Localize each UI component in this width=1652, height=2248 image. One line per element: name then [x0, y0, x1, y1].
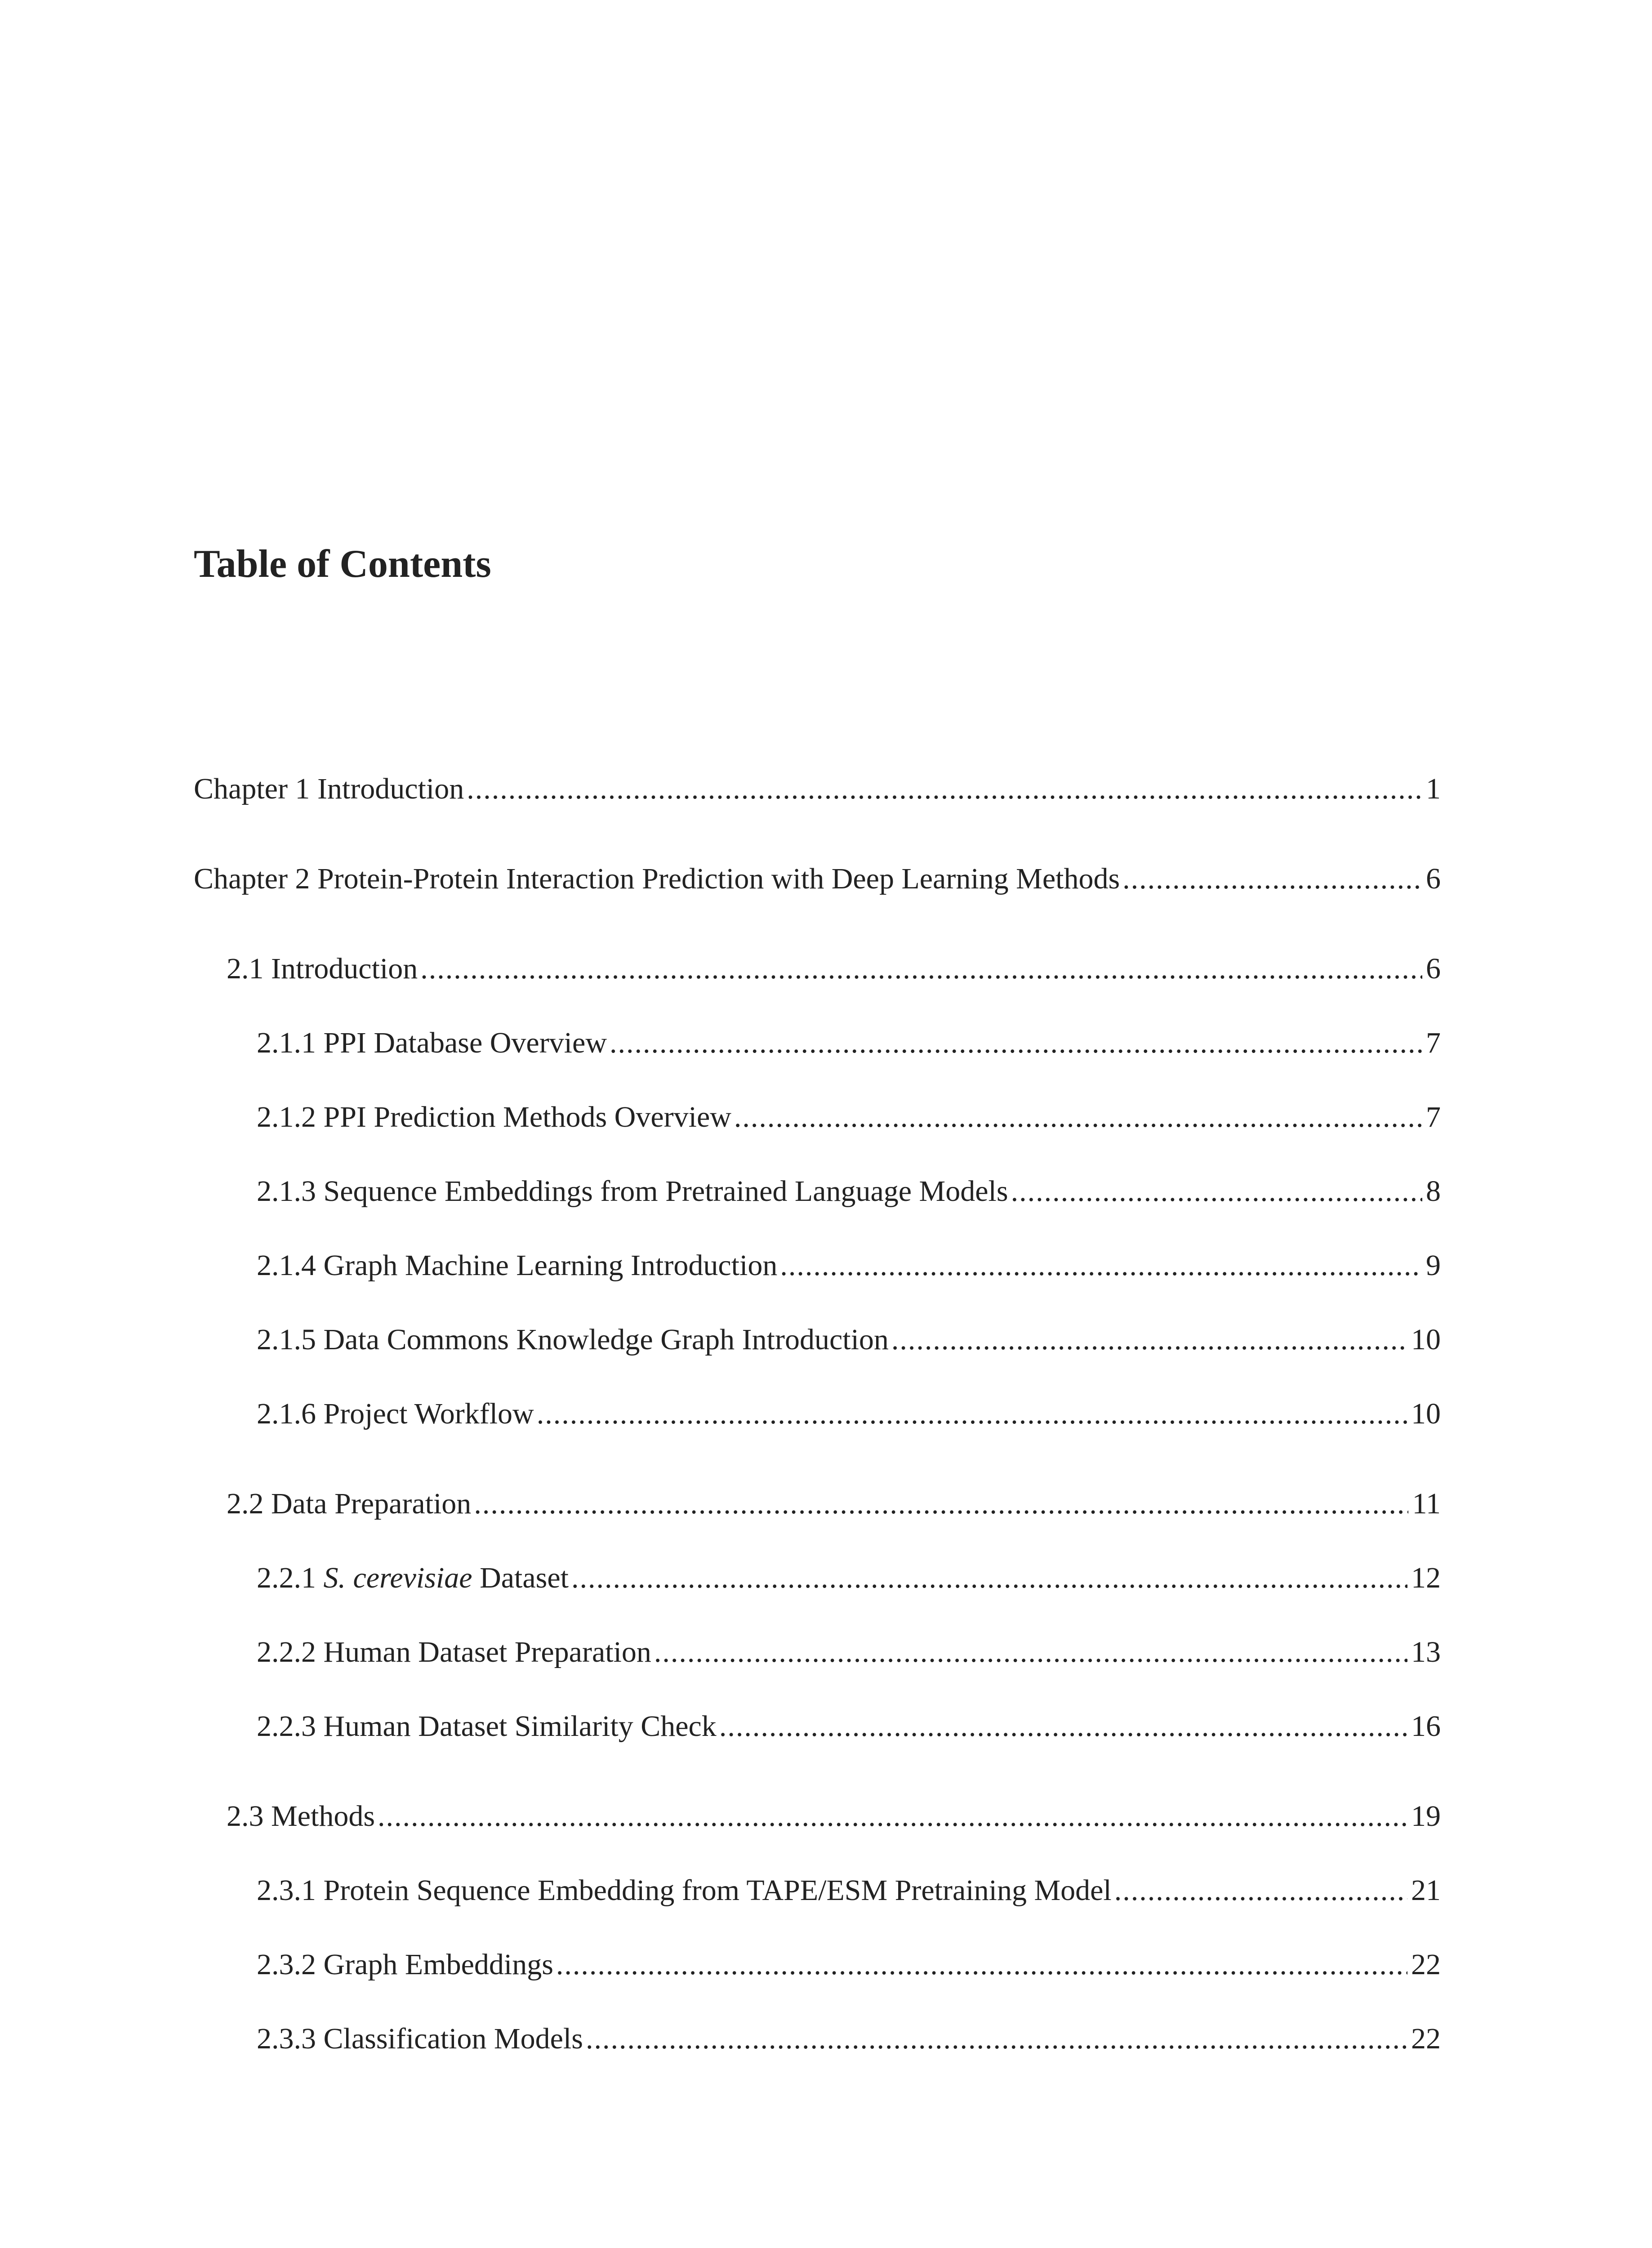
toc-entry-2-1-2[interactable] — [257, 1095, 1441, 1140]
toc-entry-page: 9 — [1426, 1249, 1441, 1282]
toc-entry-page: 22 — [1411, 2022, 1441, 2055]
toc-entry-page: 8 — [1426, 1175, 1441, 1208]
dot-leader — [734, 1095, 1422, 1140]
toc-entry-page: 11 — [1412, 1487, 1441, 1520]
toc-entry-number: 2.1.3 — [257, 1175, 316, 1208]
toc-entry-number: Chapter 1 — [194, 772, 310, 805]
toc-entry-number: Chapter 2 — [194, 862, 310, 895]
toc-entry-2-1-6[interactable] — [257, 1392, 1441, 1436]
toc-entry-page: 10 — [1411, 1323, 1441, 1356]
toc-entry-title: Graph Embeddings — [323, 1948, 553, 1981]
toc-entry-2-3-2[interactable] — [257, 1942, 1441, 1987]
toc-entry-2-2[interactable] — [227, 1481, 1441, 1526]
dot-leader — [654, 1630, 1407, 1675]
dot-leader — [780, 1243, 1422, 1288]
toc-entry-label — [257, 1021, 607, 1066]
dot-leader — [719, 1704, 1407, 1749]
toc-entry-2-3[interactable] — [227, 1794, 1441, 1839]
toc-entry-2-1-3[interactable] — [257, 1169, 1441, 1214]
toc-entry-label — [257, 1392, 534, 1436]
toc-entry-title: Project Workflow — [323, 1397, 534, 1430]
toc-entry-number: 2.1.1 — [257, 1026, 316, 1059]
toc-entry-page: 7 — [1426, 1026, 1441, 1059]
toc-entry-page: 12 — [1411, 1561, 1441, 1594]
dot-leader — [1122, 856, 1422, 901]
page-title: Table of Contents — [194, 542, 491, 586]
toc-entry-number: 2.3.2 — [257, 1948, 316, 1981]
toc-entry-label — [227, 946, 418, 991]
toc-entry-title: Protein-Protein Interaction Prediction with Deep Learning Methods — [317, 862, 1120, 895]
toc-entry-2-1[interactable] — [227, 946, 1441, 991]
toc-entry-title: Methods — [271, 1800, 375, 1833]
toc-entry-title: PPI Prediction Methods Overview — [323, 1101, 731, 1133]
toc-entry-label — [257, 1942, 553, 1987]
toc-entry-title-italic: S. cerevisiae — [323, 1561, 472, 1594]
toc-entry-number: 2.3.1 — [257, 1874, 316, 1907]
toc-entry-label — [227, 1794, 375, 1839]
toc-entry-title: Dataset — [480, 1561, 569, 1594]
toc-entry-label — [257, 1868, 1112, 1913]
toc-entry-2-2-1[interactable] — [257, 1556, 1441, 1601]
toc-entry-title: Data Commons Knowledge Graph Introduction — [323, 1323, 889, 1356]
dot-leader — [474, 1481, 1408, 1526]
toc-entry-number: 2.1.6 — [257, 1397, 316, 1430]
toc-entry-page: 21 — [1411, 1874, 1441, 1907]
toc-entry-number: 2.1.2 — [257, 1101, 316, 1133]
dot-leader — [467, 767, 1422, 812]
toc-entry-number: 2.1 — [227, 952, 264, 985]
toc-entry-chapter-1[interactable] — [194, 767, 1441, 812]
toc-entry-title: PPI Database Overview — [323, 1026, 607, 1059]
toc-entry-title: Introduction — [271, 952, 418, 985]
toc-entry-label — [257, 1095, 731, 1140]
toc-entry-page: 22 — [1411, 1948, 1441, 1981]
dot-leader — [891, 1317, 1407, 1362]
toc-entry-2-1-4[interactable] — [257, 1243, 1441, 1288]
toc-entry-page: 19 — [1411, 1800, 1441, 1833]
toc-entry-page: 1 — [1426, 772, 1441, 805]
dot-leader — [1011, 1169, 1422, 1214]
toc-entry-label — [257, 1556, 569, 1601]
toc-entry-title: Protein Sequence Embedding from TAPE/ESM Pretraining Model — [323, 1874, 1112, 1907]
toc-entry-label — [257, 2016, 583, 2061]
toc-entry-title: Sequence Embeddings from Pretrained Language Models — [323, 1175, 1008, 1208]
dot-leader — [556, 1942, 1407, 1987]
toc-entry-page: 6 — [1426, 952, 1441, 985]
toc-entry-page: 7 — [1426, 1101, 1441, 1133]
toc-entry-title: Human Dataset Similarity Check — [323, 1710, 717, 1743]
toc-entry-label — [194, 767, 464, 812]
toc-entry-page: 10 — [1411, 1397, 1441, 1430]
dot-leader — [586, 2016, 1407, 2061]
dot-leader — [537, 1392, 1407, 1436]
toc-entry-title: Classification Models — [323, 2022, 583, 2055]
dot-leader — [1114, 1868, 1407, 1913]
toc-entry-number: 2.1.5 — [257, 1323, 316, 1356]
toc-entry-2-1-5[interactable] — [257, 1317, 1441, 1362]
toc-entry-number: 2.2.3 — [257, 1710, 316, 1743]
toc-entry-label — [227, 1481, 471, 1526]
toc-entry-number: 2.3.3 — [257, 2022, 316, 2055]
dot-leader — [378, 1794, 1407, 1839]
toc-entry-title: Human Dataset Preparation — [323, 1636, 651, 1668]
toc-entry-2-2-2[interactable] — [257, 1630, 1441, 1675]
toc-entry-number: 2.3 — [227, 1800, 264, 1833]
toc-entry-page: 6 — [1426, 862, 1441, 895]
dot-leader — [420, 946, 1422, 991]
toc-entry-2-3-1[interactable] — [257, 1868, 1441, 1913]
toc-entry-label — [194, 856, 1120, 901]
toc-entry-label — [257, 1317, 889, 1362]
toc-entry-number: 2.2.1 — [257, 1561, 316, 1594]
toc-entry-label — [257, 1630, 651, 1675]
toc-entry-title: Introduction — [317, 772, 464, 805]
toc-entry-label — [257, 1243, 777, 1288]
toc-entry-2-3-3[interactable] — [257, 2016, 1441, 2061]
toc-entry-number: 2.2 — [227, 1487, 264, 1520]
toc-entry-2-2-3[interactable] — [257, 1704, 1441, 1749]
dot-leader — [571, 1556, 1407, 1601]
dot-leader — [610, 1021, 1422, 1066]
toc-entry-title: Data Preparation — [271, 1487, 472, 1520]
toc-entry-page: 16 — [1411, 1710, 1441, 1743]
toc-entry-label — [257, 1704, 717, 1749]
toc-entry-2-1-1[interactable] — [257, 1021, 1441, 1066]
toc-entry-title: Graph Machine Learning Introduction — [323, 1249, 778, 1282]
toc-entry-number: 2.2.2 — [257, 1636, 316, 1668]
toc-entry-page: 13 — [1411, 1636, 1441, 1668]
toc-entry-number: 2.1.4 — [257, 1249, 316, 1282]
toc-entry-chapter-2[interactable] — [194, 856, 1441, 901]
toc-entry-label — [257, 1169, 1008, 1214]
